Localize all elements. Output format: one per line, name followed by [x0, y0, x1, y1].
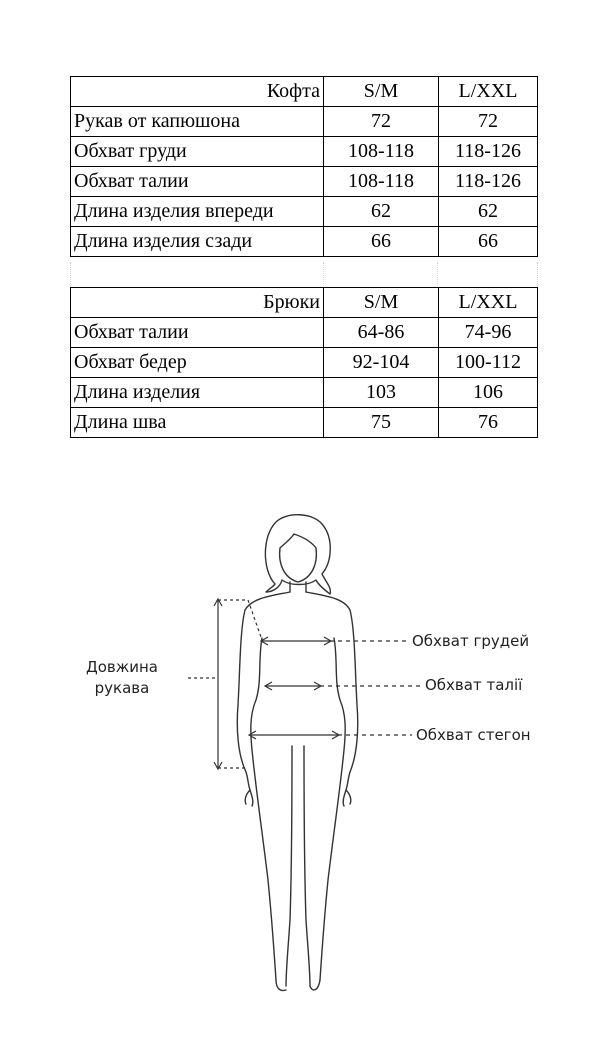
waist-label: Обхват талії — [425, 676, 523, 694]
torso-right-outline — [320, 638, 345, 980]
row-value-lxxl: 72 — [439, 107, 538, 137]
row-value-sm: 62 — [324, 197, 439, 227]
row-label: Длина изделия сзади — [71, 227, 324, 257]
row-label: Рукав от капюшона — [71, 107, 324, 137]
jacket-title: Кофта — [71, 77, 324, 107]
row-value-lxxl: 74-96 — [439, 318, 538, 348]
row-value-sm: 92-104 — [324, 348, 439, 378]
left-hand-outline — [245, 790, 253, 806]
table-row — [71, 167, 538, 197]
gridline — [537, 262, 538, 286]
right-hand-outline — [343, 790, 351, 806]
row-label: Обхват бедер — [71, 348, 324, 378]
row-value-sm: 64-86 — [324, 318, 439, 348]
row-label: Длина изделия впереди — [71, 197, 324, 227]
pants-size-table — [70, 287, 538, 438]
female-figure-illustration — [0, 500, 600, 1000]
sleeve-label-line2: рукава — [94, 679, 150, 697]
face-outline — [280, 534, 317, 582]
row-value-lxxl: 118-126 — [439, 167, 538, 197]
table-row — [71, 378, 538, 408]
row-value-sm: 72 — [324, 107, 439, 137]
table-row — [71, 227, 538, 257]
row-value-lxxl: 76 — [439, 408, 538, 438]
table-row — [71, 318, 538, 348]
table-row — [71, 408, 538, 438]
row-value-sm: 103 — [324, 378, 439, 408]
row-label: Обхват талии — [71, 167, 324, 197]
size-lxxl-header: L/XXL — [439, 288, 538, 318]
torso-left-outline — [251, 638, 276, 980]
row-label: Длина изделия — [71, 378, 324, 408]
jacket-size-table — [70, 76, 538, 257]
row-value-lxxl: 100-112 — [439, 348, 538, 378]
gridline — [70, 262, 71, 286]
feet-outline — [276, 980, 320, 991]
pants-title: Брюки — [71, 288, 324, 318]
table-header-row — [71, 77, 538, 107]
row-label: Обхват талии — [71, 318, 324, 348]
gridline — [323, 262, 324, 286]
gridline — [437, 262, 438, 286]
size-sm-header: S/M — [324, 288, 439, 318]
sleeve-length-label — [86, 657, 158, 699]
chest-label: Обхват грудей — [412, 632, 530, 650]
row-label: Длина шва — [71, 408, 324, 438]
row-value-sm: 108-118 — [324, 137, 439, 167]
table-row — [71, 137, 538, 167]
row-label: Обхват груди — [71, 137, 324, 167]
hips-label: Обхват стегон — [416, 726, 531, 744]
size-lxxl-header: L/XXL — [439, 77, 538, 107]
row-value-lxxl: 118-126 — [439, 137, 538, 167]
row-value-lxxl: 106 — [439, 378, 538, 408]
row-value-sm: 75 — [324, 408, 439, 438]
row-value-sm: 108-118 — [324, 167, 439, 197]
row-value-lxxl: 66 — [439, 227, 538, 257]
right-arm-outline — [306, 592, 358, 790]
table-row — [71, 107, 538, 137]
body-measurement-diagram — [0, 500, 600, 1000]
table-header-row — [71, 288, 538, 318]
sleeve-label-line1: Довжина — [86, 658, 158, 676]
table-row — [71, 348, 538, 378]
legs-inner-outline — [286, 746, 310, 986]
size-sm-header: S/M — [324, 77, 439, 107]
shoulder-dash — [248, 600, 262, 640]
row-value-lxxl: 62 — [439, 197, 538, 227]
left-arm-outline — [237, 592, 290, 790]
row-value-sm: 66 — [324, 227, 439, 257]
table-row — [71, 197, 538, 227]
